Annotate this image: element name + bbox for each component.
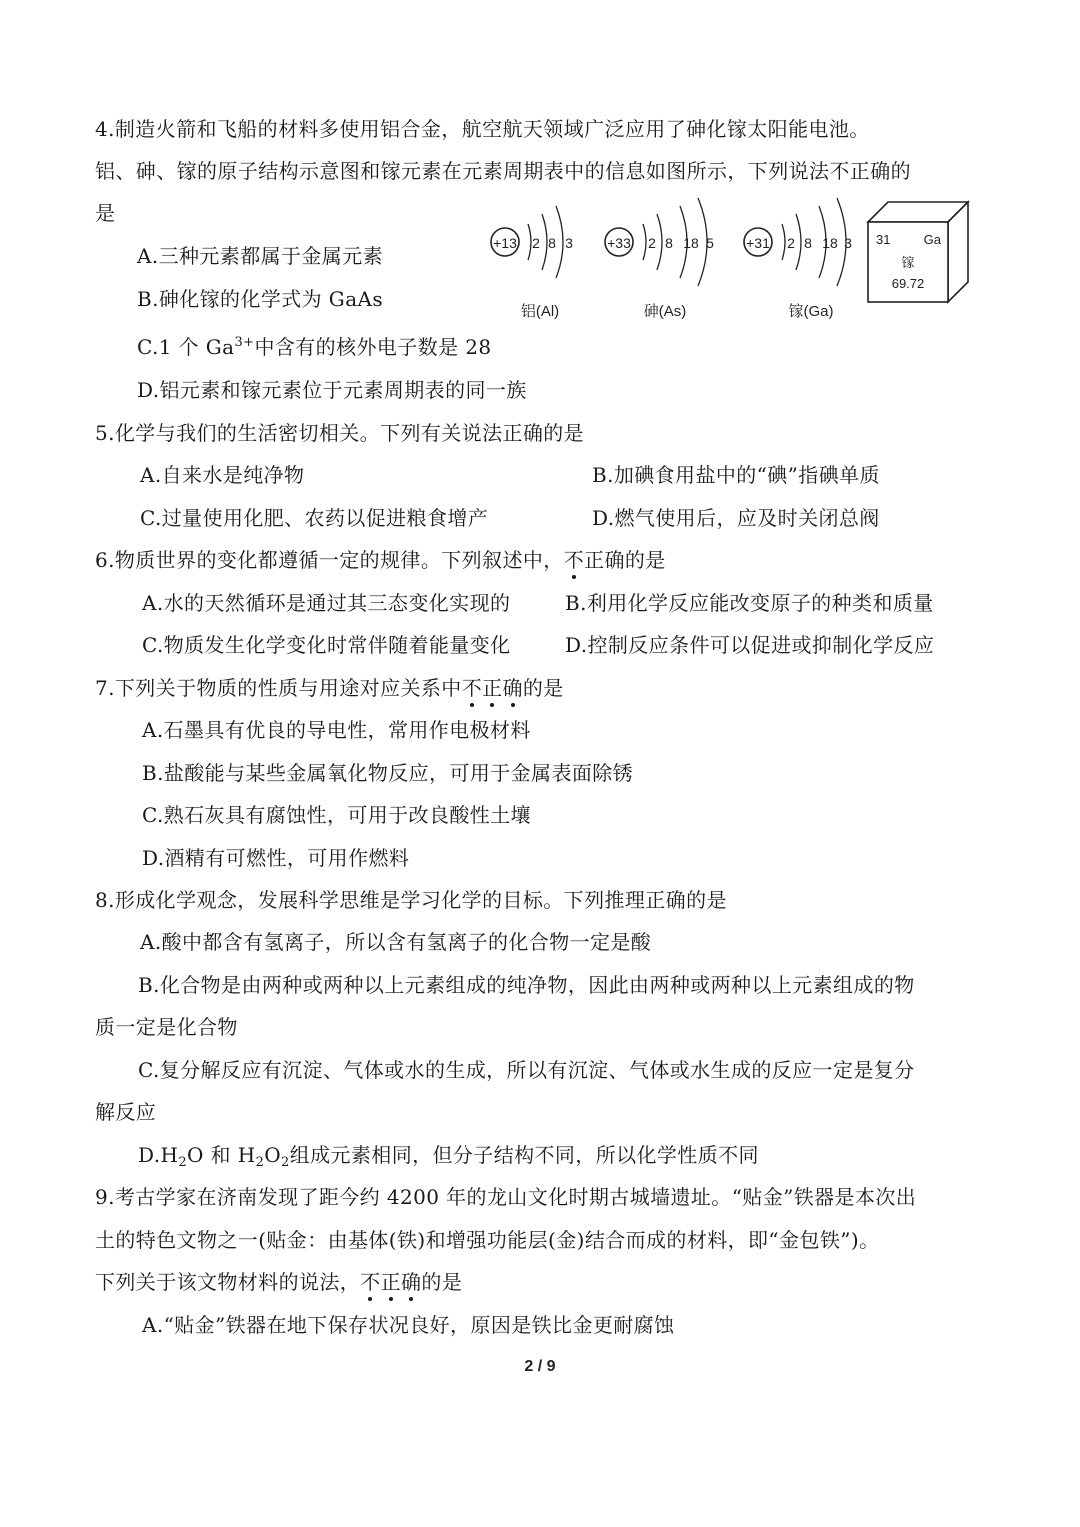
q4-option-a: A.三种元素都属于金属元素 bbox=[137, 244, 384, 268]
atom-caption-al: 铝(Al) bbox=[520, 303, 560, 320]
q5-option-c: C.过量使用化肥、农药以促进粮食增产 bbox=[140, 506, 489, 530]
nucleus-label: +31 bbox=[746, 235, 770, 251]
q4-option-d: D.铝元素和镓元素位于元素周期表的同一族 bbox=[137, 378, 527, 402]
svg-text:3: 3 bbox=[844, 235, 852, 251]
q8-stem: 8.形成化学观念，发展科学思维是学习化学的目标。下列推理正确的是 bbox=[95, 888, 727, 912]
q8-option-b-line1: B.化合物是由两种或两种以上元素组成的纯净物，因此由两种或两种以上元素组成的物 bbox=[138, 973, 915, 997]
q6-option-a: A.水的天然循环是通过其三态变化实现的 bbox=[142, 591, 511, 615]
svg-text:3: 3 bbox=[565, 235, 573, 251]
q5-option-d: D.燃气使用后，应及时关闭总阀 bbox=[592, 506, 880, 530]
atom-caption-as: 砷(As) bbox=[643, 303, 687, 320]
atomic-mass: 69.72 bbox=[891, 276, 925, 291]
page-number: 2 / 9 bbox=[524, 1358, 556, 1375]
atom-caption-ga: 镓(Ga) bbox=[788, 303, 834, 320]
q8-option-c-line1: C.复分解反应有沉淀、气体或水的生成，所以有沉淀、气体或水生成的反应一定是复分 bbox=[138, 1058, 915, 1082]
q4-stem-line2: 铝、砷、镓的原子结构示意图和镓元素在元素周期表中的信息如图所示，下列说法不正确的 bbox=[95, 159, 911, 183]
q8-option-b-line2: 质一定是化合物 bbox=[95, 1015, 238, 1039]
q7-option-a: A.石墨具有优良的导电性，常用作电极材料 bbox=[142, 718, 531, 742]
svg-text:5: 5 bbox=[706, 235, 714, 251]
q4-option-c: C.1 个 $Ga^{3+}$中含有的核外电子数是 28 bbox=[137, 335, 492, 359]
q8-option-d: $D.H_2O$ 和 $H_2O_2$组成元素相同，但分子结构不同，所以化学性质不同 bbox=[138, 1143, 759, 1170]
q4-stem-line1: 4.制造火箭和飞船的材料多使用铝合金，航空航天领域广泛应用了砷化镓太阳能电池。 bbox=[95, 117, 870, 141]
q6-stem: 6.物质世界的变化都遵循一定的规律。下列叙述中，不正确的是 bbox=[95, 548, 666, 572]
q8-option-a: A.酸中都含有氢离子，所以含有氢离子的化合物一定是酸 bbox=[140, 930, 652, 954]
atom-diagram-al bbox=[491, 206, 573, 320]
q4-option-b: B.砷化镓的化学式为 GaAs bbox=[137, 287, 384, 311]
atom-diagram-ga bbox=[744, 198, 852, 320]
q9-option-a: A.“贴金”铁器在地下保存状况良好，原因是铁比金更耐腐蚀 bbox=[142, 1313, 675, 1337]
q7-option-b: B.盐酸能与某些金属氧化物反应，可用于金属表面除锈 bbox=[142, 761, 634, 785]
atomic-structure-figure bbox=[480, 192, 980, 332]
element-symbol: Ga bbox=[923, 232, 941, 247]
q6-option-c: C.物质发生化学变化时常伴随着能量变化 bbox=[142, 633, 511, 657]
q7-option-d: D.酒精有可燃性，可用作燃料 bbox=[142, 846, 410, 870]
atomic-number: 31 bbox=[876, 232, 891, 247]
q7-option-c: C.熟石灰具有腐蚀性，可用于改良酸性土壤 bbox=[142, 803, 531, 827]
q9-stem-line3: 下列关于该文物材料的说法，不正确的是 bbox=[95, 1270, 463, 1294]
q5-option-b: B.加碘食用盐中的“碘”指碘单质 bbox=[592, 463, 880, 487]
svg-text:2: 2 bbox=[787, 235, 795, 251]
q4-stem-line3: 是 bbox=[95, 201, 116, 225]
periodic-table-cell-ga bbox=[868, 202, 968, 302]
svg-text:18: 18 bbox=[822, 235, 838, 251]
q9-stem-line2: 土的特色文物之一(贴金：由基体(铁)和增强功能层(金)结合而成的材料，即“金包铁”)。 bbox=[95, 1228, 880, 1252]
svg-text:8: 8 bbox=[804, 235, 812, 251]
q6-option-d: D.控制反应条件可以促进或抑制化学反应 bbox=[565, 633, 935, 657]
nucleus-label: +33 bbox=[607, 235, 631, 251]
svg-text:2: 2 bbox=[648, 235, 656, 251]
svg-text:2: 2 bbox=[532, 235, 540, 251]
svg-text:8: 8 bbox=[665, 235, 673, 251]
q8-option-c-line2: 解反应 bbox=[95, 1100, 157, 1124]
svg-text:8: 8 bbox=[548, 235, 556, 251]
svg-text:18: 18 bbox=[683, 235, 699, 251]
q6-option-b: B.利用化学反应能改变原子的种类和质量 bbox=[565, 591, 934, 615]
nucleus-label: +13 bbox=[493, 235, 517, 251]
element-name: 镓 bbox=[901, 255, 915, 270]
q7-stem: 7.下列关于物质的性质与用途对应关系中不正确的是 bbox=[95, 676, 564, 700]
q5-option-a: A.自来水是纯净物 bbox=[140, 463, 305, 487]
q9-stem-line1: 9.考古学家在济南发现了距今约 4200 年的龙山文化时期古城墙遗址。“贴金”铁器是本次出 bbox=[95, 1185, 917, 1209]
q5-stem: 5.化学与我们的生活密切相关。下列有关说法正确的是 bbox=[95, 421, 585, 445]
atom-diagram-as bbox=[605, 198, 714, 320]
